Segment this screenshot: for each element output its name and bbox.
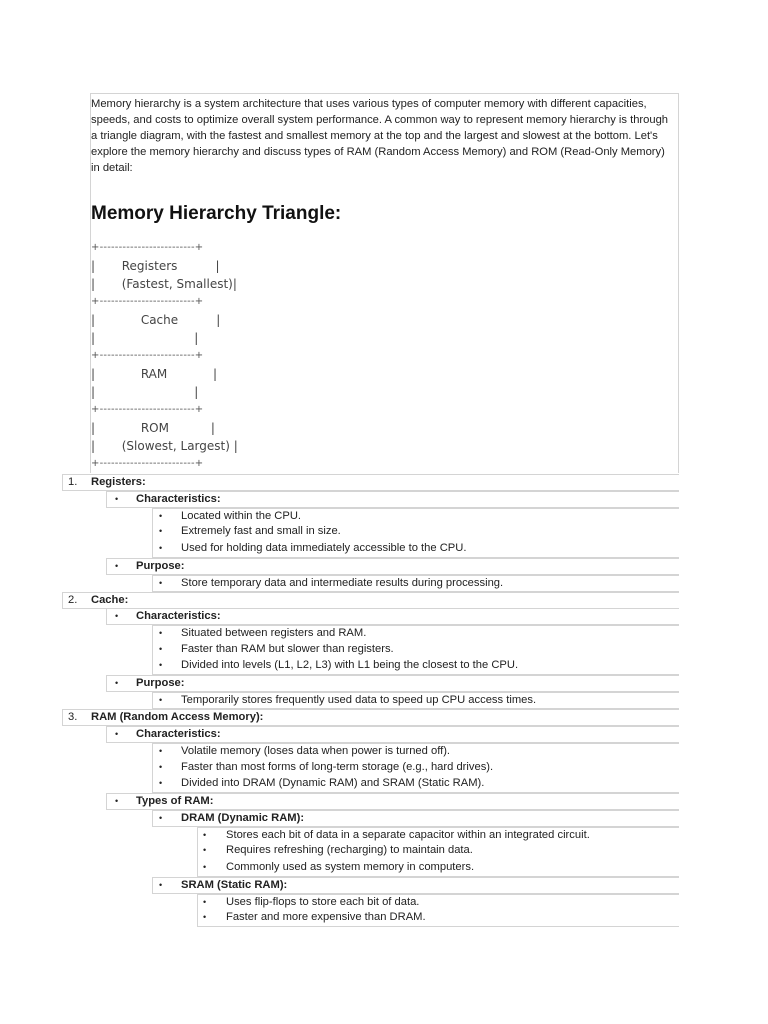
diagram-border: +-------------------------+ <box>91 350 204 361</box>
intro-paragraph: Memory hierarchy is a system architecture that uses various types of computer memory with different capacities, speeds, and costs to optimize overall system performance. A common way to represent memory hierarchy is through a triangle diagram, with the fastest and smallest memory at the top and the largest and slowest at the bottom. Let's explore the memory hierarchy and discuss types of RAM (Random Access Memory) and ROM (Read-Only Memory) in detail: <box>91 98 669 174</box>
bullet: • <box>159 813 163 823</box>
bullet: • <box>203 897 207 907</box>
list-item-label: DRAM (Dynamic RAM): <box>181 812 305 824</box>
list-item-label: Characteristics: <box>136 728 221 740</box>
diagram-border: +-------------------------+ <box>91 404 204 415</box>
list-item <box>152 575 679 592</box>
list-item-label: Purpose: <box>136 677 185 689</box>
list-item <box>152 625 679 642</box>
list-item-text: Used for holding data immediately accessible to the CPU. <box>181 542 467 554</box>
list-item-text: Uses flip-flops to store each bit of data. <box>226 896 420 908</box>
list-item <box>152 776 679 793</box>
bullet: • <box>203 912 207 922</box>
bullet: • <box>203 862 207 872</box>
diagram-line: | RAM | <box>91 367 218 381</box>
list-item <box>152 743 679 760</box>
list-item <box>62 592 679 609</box>
bullet: • <box>115 678 119 688</box>
diagram-line: | (Fastest, Smallest)| <box>91 277 237 291</box>
list-item <box>106 558 679 575</box>
list-item-label: SRAM (Static RAM): <box>181 879 288 891</box>
list-item-label: Characteristics: <box>136 610 221 622</box>
bullet: • <box>159 695 163 705</box>
list-item-text: Stores each bit of data in a separate capacitor within an integrated circuit. <box>226 829 590 841</box>
list-item-label: Types of RAM: <box>136 795 214 807</box>
bullet: • <box>159 578 163 588</box>
list-item <box>106 491 679 508</box>
bullet: • <box>115 729 119 739</box>
list-item <box>152 760 679 777</box>
diagram-line: | ROM | <box>91 421 215 435</box>
list-item <box>106 726 679 743</box>
list-number: 2. <box>68 594 78 606</box>
list-item-label: Purpose: <box>136 560 185 572</box>
list-item <box>197 894 679 911</box>
list-item <box>152 810 679 827</box>
bullet: • <box>159 778 163 788</box>
bullet: • <box>159 880 163 890</box>
bullet: • <box>115 796 119 806</box>
bullet: • <box>159 526 163 536</box>
list-item <box>197 843 679 860</box>
list-item-title: Cache: <box>91 594 129 606</box>
list-item <box>152 541 679 558</box>
list-item-text: Volatile memory (loses data when power is turned off). <box>181 745 451 757</box>
bullet: • <box>159 762 163 772</box>
list-item <box>62 474 679 491</box>
bullet: • <box>159 543 163 553</box>
list-item-text: Store temporary data and intermediate results during processing. <box>181 577 504 589</box>
diagram-line: | Registers | <box>91 259 220 273</box>
list-item-text: Divided into levels (L1, L2, L3) with L1 being the closest to the CPU. <box>181 659 519 671</box>
list-item-text: Temporarily stores frequently used data to speed up CPU access times. <box>181 694 537 706</box>
diagram-border: +-------------------------+ <box>91 242 204 253</box>
list-item <box>106 793 679 810</box>
list-item <box>106 675 679 692</box>
list-item-title: RAM (Random Access Memory): <box>91 711 264 723</box>
list-item-label: Characteristics: <box>136 493 221 505</box>
list-item <box>152 692 679 709</box>
list-item <box>106 608 679 625</box>
list-number: 1. <box>68 476 78 488</box>
list-item-text: Faster and more expensive than DRAM. <box>226 911 426 923</box>
bullet: • <box>115 494 119 504</box>
list-item-text: Faster than most forms of long-term storage (e.g., hard drives). <box>181 761 494 773</box>
bullet: • <box>159 746 163 756</box>
bullet: • <box>115 561 119 571</box>
list-item-text: Commonly used as system memory in computers. <box>226 861 475 873</box>
diagram-line: | | <box>91 331 199 345</box>
list-item <box>197 910 679 927</box>
bullet: • <box>159 628 163 638</box>
diagram-border: +-------------------------+ <box>91 296 204 307</box>
diagram-line: | (Slowest, Largest) | <box>91 439 238 453</box>
list-item-text: Requires refreshing (recharging) to maintain data. <box>226 844 473 856</box>
list-item-text: Situated between registers and RAM. <box>181 627 367 639</box>
list-item-text: Extremely fast and small in size. <box>181 525 341 537</box>
diagram-line: | | <box>91 385 199 399</box>
list-item <box>152 642 679 659</box>
list-item <box>152 524 679 541</box>
list-item <box>62 709 679 726</box>
bullet: • <box>159 511 163 521</box>
list-item-text: Located within the CPU. <box>181 510 302 522</box>
list-item-title: Registers: <box>91 476 146 488</box>
list-item-text: Faster than RAM but slower than registers. <box>181 643 394 655</box>
list-item <box>197 827 679 844</box>
list-item <box>152 877 679 894</box>
bullet: • <box>115 611 119 621</box>
list-item <box>197 860 679 877</box>
bullet: • <box>203 830 207 840</box>
list-item <box>152 658 679 675</box>
intro-section <box>90 93 679 473</box>
list-item-text: Divided into DRAM (Dynamic RAM) and SRAM (Static RAM). <box>181 777 485 789</box>
bullet: • <box>159 660 163 670</box>
list-item <box>152 508 679 525</box>
list-number: 3. <box>68 711 78 723</box>
section-heading: Memory Hierarchy Triangle: <box>91 203 342 224</box>
diagram-border: +-------------------------+ <box>91 458 204 469</box>
bullet: • <box>159 644 163 654</box>
bullet: • <box>203 845 207 855</box>
diagram-line: | Cache | <box>91 313 221 327</box>
